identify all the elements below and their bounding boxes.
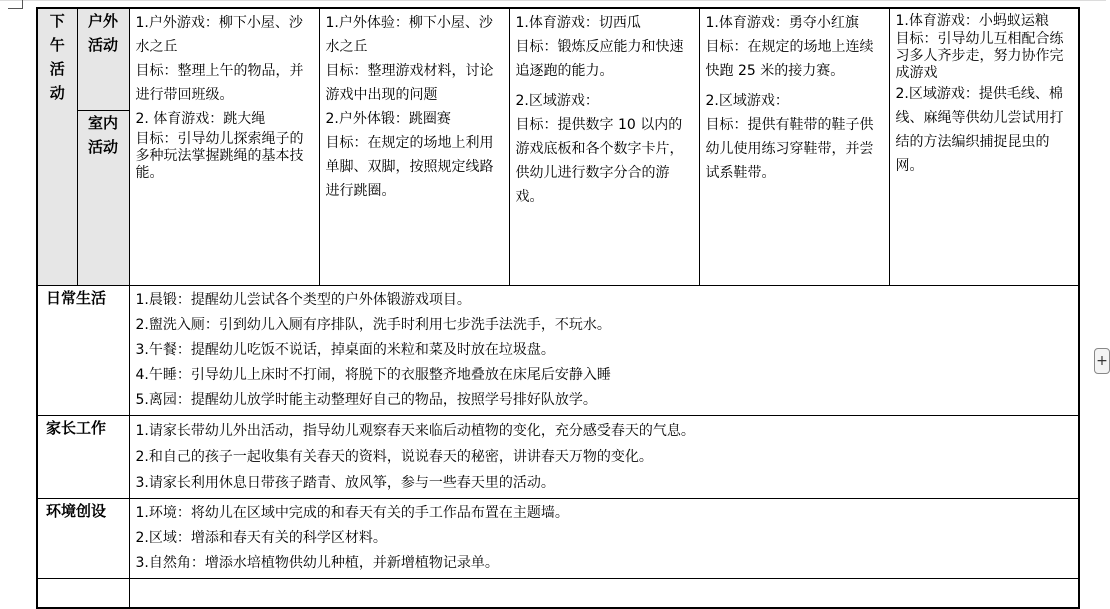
activity-line: 2.户外体锻：跳圈赛 — [325, 111, 451, 127]
crop-corner-mark — [8, 0, 23, 9]
activity-line: 1.体育游戏：勇夺小红旗 — [705, 15, 859, 31]
daily-life-item: 4.午睡：引导幼儿上床时不打闹，将脱下的衣服整齐地叠放在床尾后安静入睡 — [135, 366, 611, 383]
activity-line: 2.区域游戏： — [705, 93, 789, 109]
activity-line: 目标：在规定的场地上连续快跑 25 米的接力赛。 — [705, 39, 874, 79]
afternoon-day-4 — [699, 8, 889, 285]
afternoon-label-char: 午 — [49, 36, 65, 54]
activity-line: 1.户外游戏：柳下小屋、沙水之丘 — [135, 15, 303, 55]
afternoon-day-1 — [129, 8, 319, 285]
afternoon-label-char: 下 — [49, 12, 65, 30]
weekly-plan-table — [36, 7, 1080, 609]
environment-label-text: 环境创设 — [46, 501, 107, 520]
environment-content — [129, 498, 1079, 578]
afternoon-day-3 — [509, 8, 699, 285]
indoor-label-line: 活动 — [87, 137, 118, 156]
daily-life-item: 1.晨锻：提醒幼儿尝试各个类型的户外体锻游戏项目。 — [135, 291, 471, 308]
parent-work-item: 3.请家长利用休息日带孩子踏青、放风筝，参与一些春天里的活动。 — [135, 474, 555, 491]
afternoon-activity-label — [37, 8, 77, 285]
next-row-label — [37, 578, 129, 608]
afternoon-day-5 — [889, 8, 1079, 285]
daily-life-label-text: 日常生活 — [46, 288, 107, 307]
parent-work-label — [37, 415, 129, 498]
environment-label — [37, 498, 129, 578]
environment-item: 3.自然角：增添水培植物供幼儿种植，并新增植物记录单。 — [135, 554, 499, 571]
activity-line: 目标：在规定的场地上利用单脚、双脚，按照规定线路进行跳圈。 — [325, 135, 494, 199]
next-row-content — [129, 578, 1079, 608]
parent-work-content — [129, 415, 1079, 498]
activity-line: 1.体育游戏：小蚂蚁运粮 — [895, 13, 1049, 29]
activity-line: 2.区域游戏： — [515, 93, 599, 109]
activity-line: 目标：引导幼儿互相配合练习多人齐步走，努力协作完成游戏 — [895, 31, 1064, 81]
daily-life-item: 3.午餐：提醒幼儿吃饭不说话，掉桌面的米粒和菜及时放在垃圾盘。 — [135, 341, 555, 358]
parent-work-item: 1.请家长带幼儿外出活动，指导幼儿观察春天来临后动植物的变化，充分感受春天的气息。 — [135, 422, 695, 439]
activity-line: 目标：提供数字 10 以内的游戏底板和各个数字卡片，供幼儿进行数字分合的游戏。 — [515, 117, 684, 205]
activity-line: 1.体育游戏：切西瓜 — [515, 15, 641, 31]
indoor-label-line: 室内 — [87, 113, 118, 132]
activity-line: 2. 体育游戏：跳大绳 — [135, 111, 266, 127]
parent-work-label-text: 家长工作 — [46, 418, 107, 437]
outdoor-label-line: 活动 — [87, 36, 118, 54]
daily-life-content — [129, 285, 1079, 415]
activity-line: 目标：提供有鞋带的鞋子供幼儿使用练习穿鞋带，并尝试系鞋带。 — [705, 117, 874, 181]
activity-line: 目标：锻炼反应能力和快速追逐跑的能力。 — [515, 39, 684, 79]
daily-life-label — [37, 285, 129, 415]
daily-life-item: 5.离园：提醒幼儿放学时能主动整理好自己的物品，按照学号排好队放学。 — [135, 391, 597, 408]
afternoon-label-char: 动 — [49, 84, 65, 102]
activity-line: 1.户外体验：柳下小屋、沙水之丘 — [325, 15, 493, 55]
parent-work-item: 2.和自己的孩子一起收集有关春天的资料，说说春天的秘密，讲讲春天万物的变化。 — [135, 448, 653, 465]
daily-life-item: 2.盥洗入厕：引到幼儿入厕有序排队，洗手时利用七步洗手法洗手，不玩水。 — [135, 316, 611, 333]
activity-line: 目标：整理上午的物品，并进行带回班级。 — [135, 63, 304, 103]
activity-line: 2.区域游戏：提供毛线、棉线、麻绳等供幼儿尝试用打结的方法编织捕捉昆虫的网。 — [895, 86, 1064, 174]
page-top-rule — [0, 0, 1106, 1]
environment-item: 1.环境：将幼儿在区域中完成的和春天有关的手工作品布置在主题墙。 — [135, 504, 569, 521]
activity-line: 目标：引导幼儿探索绳子的多种玩法掌握跳绳的基本技能。 — [135, 131, 304, 181]
indoor-activity-label — [77, 110, 129, 285]
outdoor-activity-label — [77, 8, 129, 110]
expand-tab-button[interactable]: + — [1094, 348, 1110, 374]
activity-line: 目标：整理游戏材料，讨论游戏中出现的问题 — [325, 63, 494, 103]
afternoon-day-2 — [319, 8, 509, 285]
outdoor-label-line: 户外 — [87, 12, 118, 30]
environment-item: 2.区域：增添和春天有关的科学区材料。 — [135, 529, 387, 546]
afternoon-label-char: 活 — [49, 60, 65, 78]
